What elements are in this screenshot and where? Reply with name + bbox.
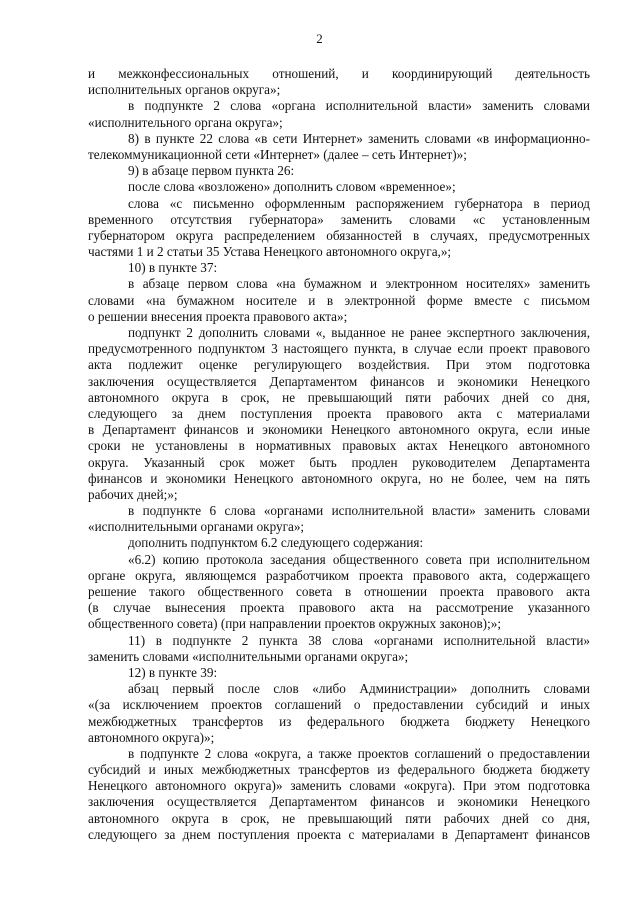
text-line: субсидий и иных межбюджетных трансфертов из федерального бюджета бюджету [88,762,590,778]
text-line: словами «на бумажном носителе и в электронной форме вместе с письмом [88,292,590,308]
text-line: телекоммуникационной сети «Интернет» (далее – сеть Интернет)»; [88,146,467,162]
text-line: «(за исключением проектов соглашений о предоставлении субсидий и иных [88,697,590,713]
text-line: дополнить подпунктом 6.2 следующего содержания: [128,535,424,551]
text-line: Ненецкого автономного округа)» заменить словами «округа). При этом подготовка [88,778,590,794]
text-line: предусмотренного подпунктом 3 настоящего пункта, в случае если проект правового [88,341,590,357]
text-line: 12) в пункте 39: [128,664,218,680]
text-line: рабочих дней;»; [88,486,178,502]
text-line: заключения осуществляется Департаментом финансов и экономики Ненецкого [88,794,590,810]
text-line: 9) в абзаце первом пункта 26: [128,163,295,179]
text-line: «исполнительного органа округа»; [88,114,283,130]
text-line: в подпункте 6 слова «органами исполнительной власти» заменить словами [128,503,590,519]
text-line: о решении внесения проекта правового акта»; [88,308,348,324]
text-line: органе округа, являющемся разработчиком проекта правового акта, содержащего [88,567,590,583]
text-line: автономного округа в срок, не превышающий пяти рабочих дней со дня, [88,810,590,826]
text-line: решение такого общественного совета в отношении проекта правового акта [88,584,590,599]
text-line: слова «с письменно оформленным распоряжением губернатора в период [128,195,590,211]
text-line: сроки не установлены в нормативных правовых актах Ненецкого автономного [88,438,590,454]
document-body [88,66,590,843]
text-line: следующего за днем поступления проекта с материалами в Департамент финансов [88,826,590,842]
text-line: 11) в подпункте 2 пункта 38 слова «органами исполнительной власти» [128,632,590,648]
text-line: акта подлежит оценке регулирующего воздействия. При этом подготовка [88,357,590,373]
text-line: в Департамент финансов и экономики Ненецкого автономного округа, если иные [88,422,590,438]
text-line: частями 1 и 2 статьи 35 Устава Ненецкого автономного округа,»; [88,244,452,260]
text-line: в подпункте 2 слова «округа, а также проектов соглашений о предоставлении [128,745,590,761]
text-line: 8) в пункте 22 слова «в сети Интернет» заменить словами «в информационно- [128,130,590,146]
text-line: временного отсутствия губернатора» заменить словами «с установленным [88,211,590,227]
text-line: «6.2) копию протокола заседания общественного совета при исполнительном [128,551,590,567]
text-line: после слова «возложено» дополнить словом «временное»; [128,179,456,195]
text-line: в абзаце первом слова «на бумажном и электронном носителях» заменить [128,276,590,292]
page-number: 2 [316,31,323,46]
text-line: (в случае вынесения проекта правового акта на рассмотрение указанного [88,600,590,616]
text-line: следующего за днем поступления проекта правового акта с материалами [88,405,590,421]
text-line: абзац первый после слов «либо Администрации» дополнить словами [128,681,590,697]
text-line: исполнительных органов округа»; [88,82,281,98]
text-line: межбюджетных трансфертов из федерального бюджета бюджету Ненецкого [88,713,590,729]
text-line: подпункт 2 дополнить словами «, выданное не ранее экспертного заключения, [128,325,590,340]
text-line: губернатором округа распределением обязанностей в случаях, предусмотренных [88,227,590,243]
text-line: заключения осуществляется Департаментом финансов и экономики Ненецкого [88,373,590,389]
text-line: округа. Указанный срок может быть продлен руководителем Департамента [88,454,590,470]
text-line: 10) в пункте 37: [128,260,218,276]
text-line: финансов и экономики Ненецкого автономного округа, но не более, чем на пять [88,470,590,486]
text-line: автономного округа в срок, не превышающий пяти рабочих дней со дня, [88,389,590,405]
text-line: «исполнительными органами округа»; [88,519,305,535]
text-line: общественного совета) (при направлении проектов окружных законов);»; [88,616,501,632]
text-line: заменить словами «исполнительными органами округа»; [88,648,409,664]
text-line: в подпункте 2 слова «органа исполнительной власти» заменить словами [128,98,590,114]
text-line: автономного округа)»; [88,729,215,745]
text-line: и межконфессиональных отношений, и координирующий деятельность [88,66,590,81]
